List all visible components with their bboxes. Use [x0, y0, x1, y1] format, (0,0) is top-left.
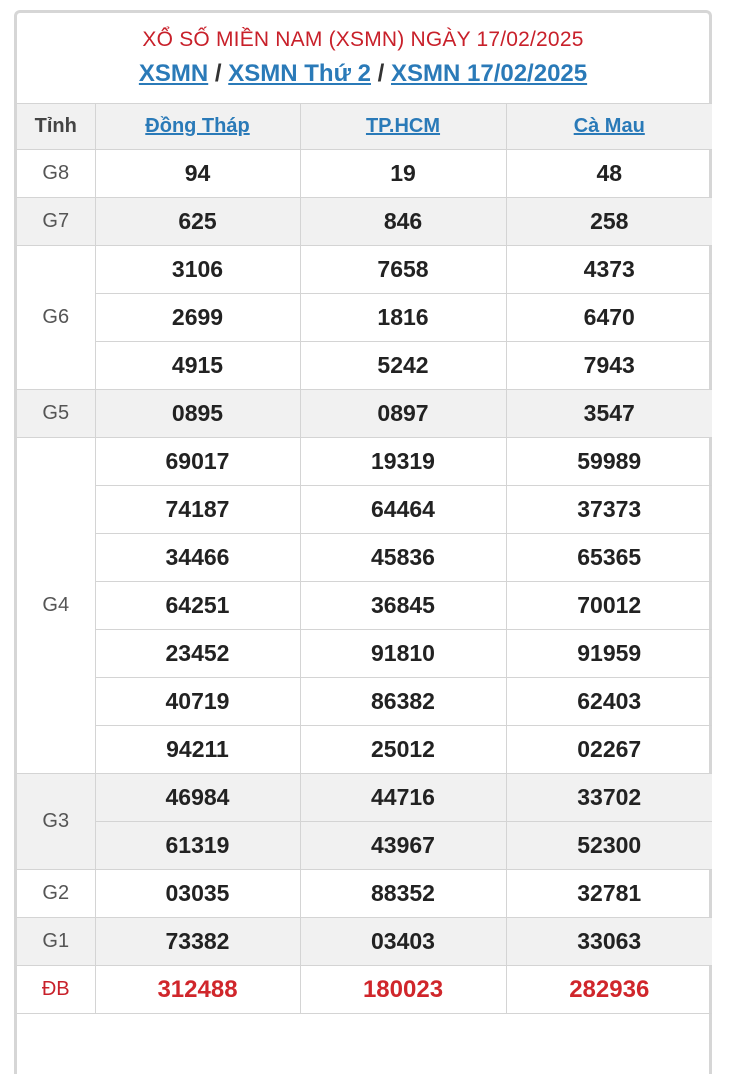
prize-label: G7 [17, 198, 95, 246]
province-link-tphcm[interactable]: TP.HCM [365, 115, 441, 137]
prize-number: 48 [506, 150, 712, 198]
prize-label: G6 [17, 246, 95, 390]
results-panel [14, 10, 712, 1074]
prize-number: 40719 [95, 678, 300, 726]
prize-label: G3 [17, 774, 95, 870]
prize-number: 258 [506, 198, 712, 246]
prize-label: G1 [17, 918, 95, 966]
province-link-ca-mau[interactable]: Cà Mau [573, 115, 645, 137]
prize-number: 70012 [506, 582, 712, 630]
prize-number: 34466 [95, 534, 300, 582]
prize-number: 19 [300, 150, 506, 198]
prize-number: 3547 [506, 390, 712, 438]
prize-number: 91810 [300, 630, 506, 678]
table-row [17, 582, 712, 630]
table-row [17, 966, 712, 1014]
prize-number: 0897 [300, 390, 506, 438]
table-row [17, 246, 712, 294]
prize-number: 59989 [506, 438, 712, 486]
prize-number: 61319 [95, 822, 300, 870]
prize-number: 0895 [95, 390, 300, 438]
prize-number: 52300 [506, 822, 712, 870]
prize-rows [17, 150, 712, 1014]
prize-number: 180023 [300, 966, 506, 1014]
prize-number: 2699 [95, 294, 300, 342]
table-header-row [17, 104, 712, 150]
prize-number: 02267 [506, 726, 712, 774]
prize-number: 4373 [506, 246, 712, 294]
prize-number: 64464 [300, 486, 506, 534]
results-header [17, 13, 709, 103]
prize-number: 6470 [506, 294, 712, 342]
prize-number: 94 [95, 150, 300, 198]
table-row [17, 822, 712, 870]
prize-number: 74187 [95, 486, 300, 534]
table-row [17, 390, 712, 438]
prize-number: 7943 [506, 342, 712, 390]
prize-number: 3106 [95, 246, 300, 294]
prize-number: 91959 [506, 630, 712, 678]
prize-number: 33702 [506, 774, 712, 822]
table-row [17, 726, 712, 774]
prize-number: 44716 [300, 774, 506, 822]
prize-number: 46984 [95, 774, 300, 822]
link-xsmn[interactable]: XSMN [138, 60, 209, 87]
prize-number: 69017 [95, 438, 300, 486]
prize-number: 03035 [95, 870, 300, 918]
table-row [17, 198, 712, 246]
page-title: XỔ SỐ MIỀN NAM (XSMN) NGÀY 17/02/2025 [142, 28, 584, 51]
table-row [17, 630, 712, 678]
table-row [17, 486, 712, 534]
prize-number: 03403 [300, 918, 506, 966]
link-xsmn-weekday[interactable]: XSMN Thứ 2 [228, 60, 371, 87]
prize-number: 23452 [95, 630, 300, 678]
table-row [17, 342, 712, 390]
province-header-ca-mau [506, 104, 712, 150]
prize-number: 45836 [300, 534, 506, 582]
prize-number: 33063 [506, 918, 712, 966]
table-row [17, 294, 712, 342]
prize-number: 65365 [506, 534, 712, 582]
prize-number: 88352 [300, 870, 506, 918]
province-column-header: Tỉnh [17, 104, 95, 150]
province-link-dong-thap[interactable]: Đồng Tháp [145, 115, 250, 137]
breadcrumb-separator: / [208, 60, 229, 87]
table-row [17, 870, 712, 918]
prize-number: 25012 [300, 726, 506, 774]
prize-number: 4915 [95, 342, 300, 390]
prize-number: 62403 [506, 678, 712, 726]
prize-number: 1816 [300, 294, 506, 342]
table-row [17, 678, 712, 726]
prize-label: G8 [17, 150, 95, 198]
table-row [17, 918, 712, 966]
province-header-tphcm [300, 104, 506, 150]
prize-number: 32781 [506, 870, 712, 918]
table-row [17, 438, 712, 486]
link-xsmn-date[interactable]: XSMN 17/02/2025 [390, 60, 588, 87]
prize-number: 37373 [506, 486, 712, 534]
prize-label: G2 [17, 870, 95, 918]
prize-label: ĐB [17, 966, 95, 1014]
prize-number: 86382 [300, 678, 506, 726]
prize-number: 312488 [95, 966, 300, 1014]
prize-number: 73382 [95, 918, 300, 966]
prize-label: G4 [17, 438, 95, 774]
table-row [17, 534, 712, 582]
prize-number: 19319 [300, 438, 506, 486]
prize-number: 94211 [95, 726, 300, 774]
prize-number: 43967 [300, 822, 506, 870]
province-header-dong-thap [95, 104, 300, 150]
prize-number: 282936 [506, 966, 712, 1014]
prize-number: 64251 [95, 582, 300, 630]
prize-number: 625 [95, 198, 300, 246]
prize-number: 36845 [300, 582, 506, 630]
table-row [17, 150, 712, 198]
breadcrumb-separator: / [370, 60, 391, 87]
prize-number: 7658 [300, 246, 506, 294]
table-row [17, 774, 712, 822]
prize-label: G5 [17, 390, 95, 438]
prize-number: 5242 [300, 342, 506, 390]
prize-number: 846 [300, 198, 506, 246]
breadcrumb [17, 60, 709, 88]
results-table [17, 103, 712, 1014]
